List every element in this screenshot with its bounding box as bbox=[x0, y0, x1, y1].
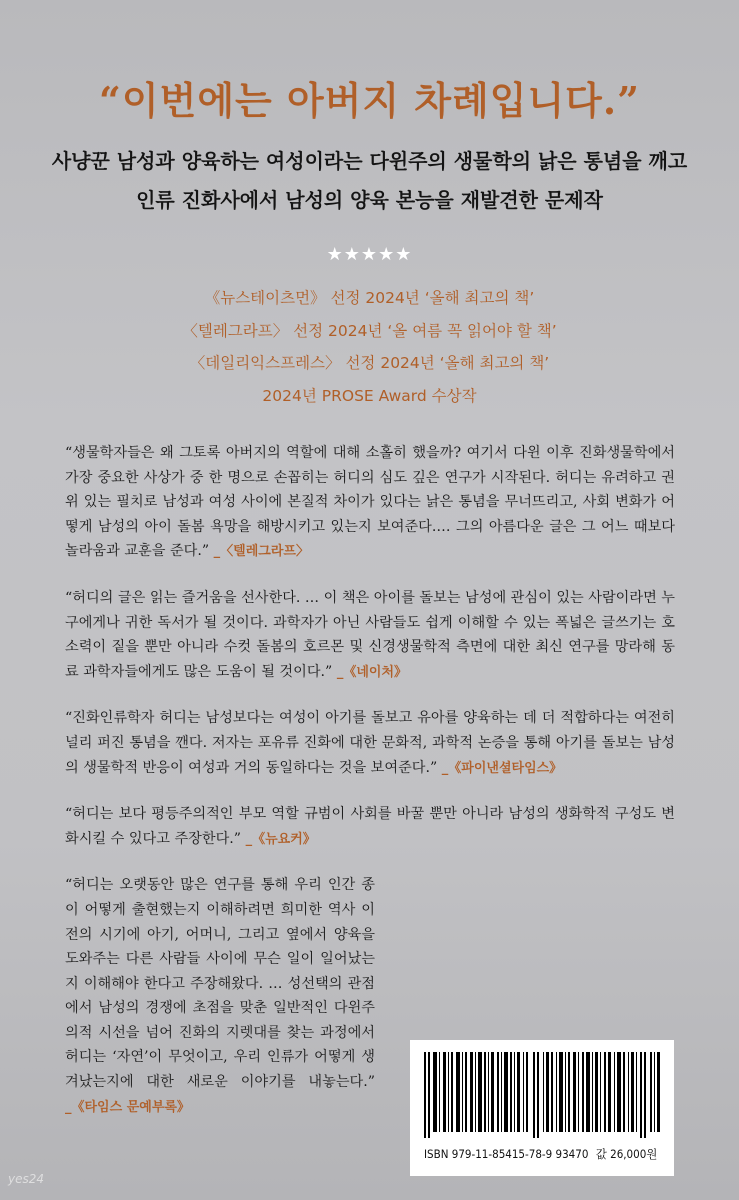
review-source: _《파이낸셜타임스》 bbox=[441, 760, 563, 776]
review-item bbox=[65, 586, 675, 685]
award-item: 2024년 PROSE Award 수상작 bbox=[262, 386, 477, 405]
subtitle-line-1: 사냥꾼 남성과 양육하는 여성이라는 다윈주의 생물학의 낡은 통념을 깨고 bbox=[51, 149, 688, 173]
review-source: _〈텔레그라프〉 bbox=[213, 544, 309, 560]
review-text: “허디는 보다 평등주의적인 부모 역할 규범이 사회를 바꿀 뿐만 아니라 남성의 생화학적 구성도 변화시킬 수 있다고 주장한다.” bbox=[65, 806, 675, 847]
subtitle-line-2: 인류 진화사에서 남성의 양육 본능을 재발견한 문제작 bbox=[136, 188, 603, 212]
review-source: _《타임스 문예부록》 bbox=[65, 1099, 190, 1115]
review-source: _《뉴요커》 bbox=[245, 831, 316, 847]
review-item bbox=[65, 706, 675, 781]
barcode-icon bbox=[424, 1052, 660, 1138]
review-source: _《네이처》 bbox=[336, 664, 408, 680]
yes24-watermark: yes24 bbox=[8, 1172, 45, 1186]
award-item: 〈데일리익스프레스〉 선정 2024년 ‘올해 최고의 책’ bbox=[189, 354, 550, 372]
subtitle bbox=[0, 142, 739, 220]
isbn-label bbox=[424, 1146, 664, 1162]
review-text: “허디는 오랫동안 많은 연구를 통해 우리 인간 종이 어떻게 출현했는지 이해하려면 희미한 역사 이전의 시기에 아기, 어머니, 그리고 옆에서 양육을 도와주는 다른 사람들 사이에 무슨 일이 일어났는지 이해해야 한다고 주장해왔다. … 성선택의 관점에서 남성의 경쟁에 초점을 맞춘 일반적인 다윈주의적 시선을 넘어 진화의 지렛대를 찾는 과정에서 허디는 ‘자연’이 무엇이고, 우리 인류가 어떻게 생겨났는지에 대한 새로운 이야기를 내놓는다.” bbox=[65, 877, 375, 1091]
headline-quote: “이번에는 아버지 차례입니다.” bbox=[99, 78, 640, 123]
award-item: 《뉴스테이츠먼》 선정 2024년 ‘올해 최고의 책’ bbox=[204, 289, 535, 307]
price-label: 값 26,000원 bbox=[595, 1147, 658, 1161]
review-text: “생물학자들은 왜 그토록 아버지의 역할에 대해 소홀히 했을까? 여기서 다윈 이후 진화생물학에서 가장 중요한 사상가 중 한 명으로 손꼽히는 허디의 심도 깊은 연구가 시작된다. 허디는 유려하고 권위 있는 필치로 남성과 여성 사이에 본질적 차이가 있다는 낡은 통념을 무너뜨리고, 사회 변화가 어떻게 남성의 아이 돌봄 욕망을 해방시키고 있는지 보여준다.… 그의 아름다운 글은 그 어느 때보다 놀라움과 교훈을 준다.” bbox=[65, 445, 675, 560]
review-item bbox=[65, 802, 675, 852]
isbn-barcode bbox=[410, 1040, 674, 1176]
rating-stars-icon: ★★★★★ bbox=[326, 244, 413, 265]
isbn-number: ISBN 979-11-85415-78-9 93470 bbox=[424, 1147, 589, 1161]
award-item: 〈텔레그라프〉 선정 2024년 ‘올 여름 꼭 읽어야 할 책’ bbox=[182, 321, 557, 340]
review-item bbox=[65, 873, 375, 1120]
review-text: “진화인류학자 허디는 남성보다는 여성이 아기를 돌보고 유아를 양육하는 데 더 적합하다는 여전히 널리 퍼진 통념을 깬다. 저자는 포유류 진화에 대한 문화적, 과학적 논증을 통해 아기를 돌보는 남성의 생물학적 반응이 여성과 거의 동일하다는 것을 보여준다.” bbox=[65, 710, 675, 776]
awards-list bbox=[0, 282, 739, 412]
review-text: “허디의 글은 읽는 즐거움을 선사한다. … 이 책은 아이를 돌보는 남성에 관심이 있는 사람이라면 누구에게나 귀한 독서가 될 것이다. 과학자가 아닌 사람들도 쉽게 이해할 수 있는 폭넓은 글쓰기는 호소력이 짙을 뿐만 아니라 수컷 돌봄의 호르몬 및 신경생물학적 측면에 대한 최신 연구를 망라해 동료 과학자들에게도 많은 도움이 될 것이다.” bbox=[65, 589, 675, 680]
review-list bbox=[65, 441, 675, 1141]
review-item bbox=[65, 441, 675, 565]
